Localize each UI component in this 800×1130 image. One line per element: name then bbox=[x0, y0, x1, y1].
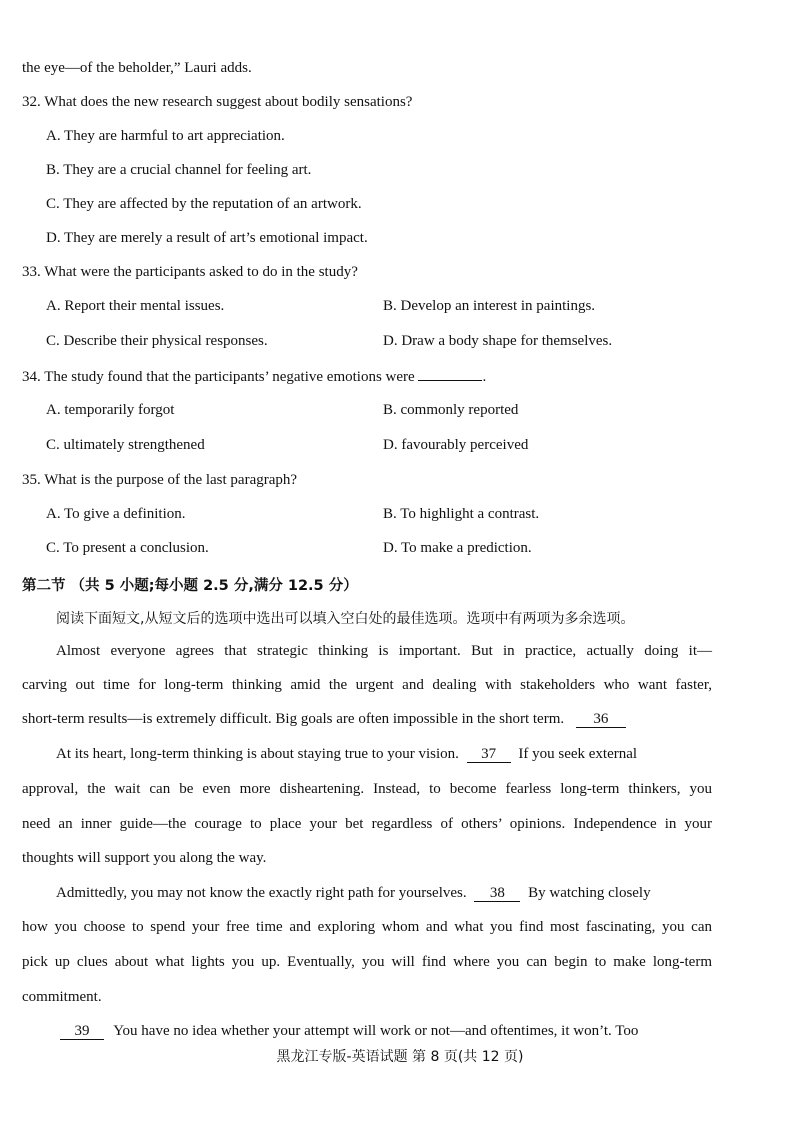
question-35-stem: 35. What is the purpose of the last paragraph? bbox=[22, 472, 298, 488]
blank-36[interactable]: 36 bbox=[576, 712, 626, 728]
question-34-stem bbox=[22, 368, 486, 386]
question-34-stem-text: 34. The study found that the participants’ negative emotions were bbox=[22, 369, 415, 385]
section-2-heading: 第二节 （共 5 小题;每小题 2.5 分,满分 12.5 分） bbox=[22, 578, 358, 594]
question-33-option-d[interactable]: D. Draw a body shape for themselves. bbox=[383, 333, 613, 349]
question-33-option-b[interactable]: B. Develop an interest in paintings. bbox=[383, 298, 596, 314]
paragraph-1-line-1: Almost everyone agrees that strategic thinking is important. But in practice, actually doing it— bbox=[56, 643, 712, 659]
section-2-instruction: 阅读下面短文,从短文后的选项中选出可以填入空白处的最佳选项。选项中有两项为多余选项。 bbox=[56, 611, 635, 627]
question-34-option-b[interactable]: B. commonly reported bbox=[383, 402, 519, 418]
paragraph-2-line-1-text: At its heart, long-term thinking is about staying true to your vision. bbox=[56, 746, 459, 762]
question-32-option-d[interactable]: D. They are merely a result of art’s emotional impact. bbox=[46, 230, 368, 246]
paragraph-3-line-1-end: By watching closely bbox=[528, 885, 651, 901]
question-34-stem-end: . bbox=[482, 369, 487, 385]
question-32-stem: 32. What does the new research suggest about bodily sensations? bbox=[22, 94, 413, 110]
question-32-option-a[interactable]: A. They are harmful to art appreciation. bbox=[46, 128, 285, 144]
paragraph-2-line-1 bbox=[56, 746, 637, 763]
paragraph-2-line-1-end: If you seek external bbox=[518, 746, 638, 762]
paragraph-4-line-1 bbox=[60, 1023, 638, 1040]
question-34-option-a[interactable]: A. temporarily forgot bbox=[46, 402, 175, 418]
blank-38[interactable]: 38 bbox=[474, 886, 520, 902]
question-35-option-a[interactable]: A. To give a definition. bbox=[46, 506, 186, 522]
question-32-option-b[interactable]: B. They are a crucial channel for feeling art. bbox=[46, 162, 312, 178]
paragraph-3-line-3: pick up clues about what lights you up. Eventually, you will find where you can begin to make long-term bbox=[22, 954, 712, 970]
paragraph-3-line-1-text: Admittedly, you may not know the exactly right path for yourselves. bbox=[56, 885, 467, 901]
question-33-option-c[interactable]: C. Describe their physical responses. bbox=[46, 333, 268, 349]
blank-37[interactable]: 37 bbox=[467, 747, 511, 763]
question-34-option-c[interactable]: C. ultimately strengthened bbox=[46, 437, 205, 453]
blank-39[interactable]: 39 bbox=[60, 1024, 104, 1040]
question-35-option-c[interactable]: C. To present a conclusion. bbox=[46, 540, 209, 556]
paragraph-1-line-3-text: short-term results—is extremely difficult. Big goals are often impossible in the short term. bbox=[22, 711, 565, 727]
paragraph-2-line-4: thoughts will support you along the way. bbox=[22, 850, 267, 866]
paragraph-1-line-3 bbox=[22, 711, 626, 728]
paragraph-3-line-1 bbox=[56, 885, 651, 902]
paragraph-3-line-4: commitment. bbox=[22, 989, 102, 1005]
paragraph-1-line-2: carving out time for long-term thinking amid the urgent and dealing with stakeholders who want faster, bbox=[22, 677, 712, 693]
question-34-blank bbox=[418, 368, 482, 381]
question-35-option-d[interactable]: D. To make a prediction. bbox=[383, 540, 532, 556]
question-32-option-c[interactable]: C. They are affected by the reputation of an artwork. bbox=[46, 196, 362, 212]
page-footer: 黑龙江专版-英语试题 第 8 页(共 12 页) bbox=[276, 1049, 524, 1065]
paragraph-3-line-2: how you choose to spend your free time and exploring whom and what you find most fascinating, you can bbox=[22, 919, 712, 935]
paragraph-2-line-3: need an inner guide—the courage to place your bet regardless of others’ opinions. Independence in your bbox=[22, 816, 712, 832]
question-33-stem: 33. What were the participants asked to do in the study? bbox=[22, 264, 358, 280]
question-35-option-b[interactable]: B. To highlight a contrast. bbox=[383, 506, 540, 522]
question-33-option-a[interactable]: A. Report their mental issues. bbox=[46, 298, 225, 314]
question-34-option-d[interactable]: D. favourably perceived bbox=[383, 437, 529, 453]
paragraph-4-line-1-text: You have no idea whether your attempt will work or not—and oftentimes, it won’t. Too bbox=[113, 1023, 639, 1039]
paragraph-2-line-2: approval, the wait can be even more disheartening. Instead, to become fearless long-term thinkers, you bbox=[22, 781, 712, 797]
passage-tail: the eye—of the beholder,” Lauri adds. bbox=[22, 60, 252, 76]
